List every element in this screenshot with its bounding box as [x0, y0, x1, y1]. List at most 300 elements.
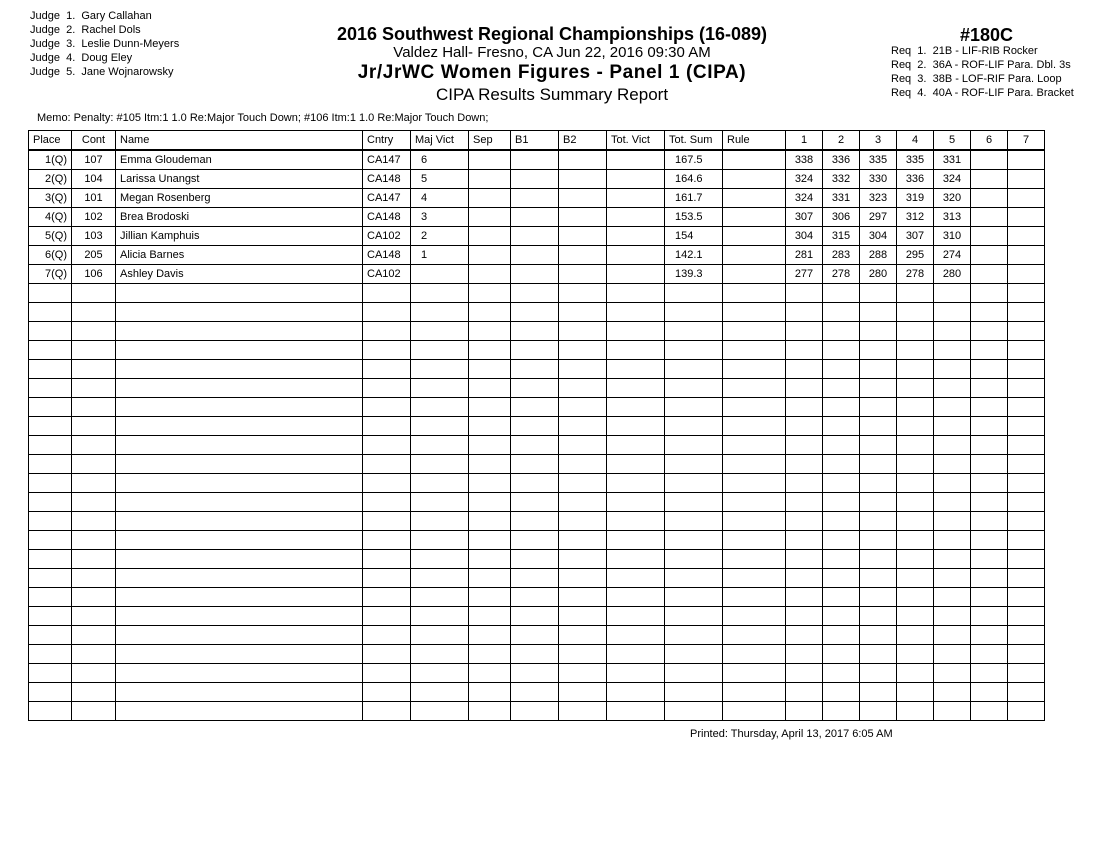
cell-judge-5: 274 — [934, 246, 971, 265]
empty-cell — [72, 379, 116, 398]
empty-cell — [72, 493, 116, 512]
cell-name: Jillian Kamphuis — [116, 227, 363, 246]
cell-place: 6(Q) — [29, 246, 72, 265]
empty-cell — [823, 569, 860, 588]
col-b1: B1 — [511, 131, 559, 151]
empty-cell — [971, 664, 1008, 683]
memo: Memo: Penalty: #105 Itm:1 1.0 Re:Major Touch Down; #106 Itm:1 1.0 Re:Major Touch Down; — [37, 112, 489, 124]
empty-cell — [897, 645, 934, 664]
empty-cell — [469, 664, 511, 683]
cell-judge-4: 278 — [897, 265, 934, 284]
empty-cell — [723, 664, 786, 683]
empty-cell — [786, 531, 823, 550]
judge-3: Judge 3. Leslie Dunn-Meyers — [30, 38, 180, 50]
empty-cell — [934, 436, 971, 455]
judge-1: Judge 1. Gary Callahan — [30, 10, 152, 22]
empty-cell — [786, 550, 823, 569]
empty-cell — [860, 398, 897, 417]
empty-cell — [411, 683, 469, 702]
cell-cont: 104 — [72, 170, 116, 189]
empty-cell — [469, 455, 511, 474]
empty-table-row — [29, 664, 1045, 683]
empty-cell — [823, 550, 860, 569]
cell-judge-5: 313 — [934, 208, 971, 227]
empty-cell — [411, 512, 469, 531]
empty-cell — [363, 664, 411, 683]
empty-cell — [116, 398, 363, 417]
cell-rule — [723, 208, 786, 227]
cell-name: Brea Brodoski — [116, 208, 363, 227]
cell-judge-2: 283 — [823, 246, 860, 265]
cell-name: Ashley Davis — [116, 265, 363, 284]
empty-cell — [116, 322, 363, 341]
empty-cell — [823, 436, 860, 455]
empty-cell — [363, 322, 411, 341]
empty-cell — [823, 474, 860, 493]
empty-cell — [469, 607, 511, 626]
cell-tot-sum: 164.6 — [665, 170, 723, 189]
empty-cell — [934, 550, 971, 569]
cell-sep — [469, 246, 511, 265]
cell-b2 — [559, 150, 607, 170]
empty-cell — [934, 588, 971, 607]
empty-cell — [72, 550, 116, 569]
empty-cell — [607, 398, 665, 417]
empty-cell — [411, 569, 469, 588]
empty-cell — [559, 455, 607, 474]
empty-table-row — [29, 531, 1045, 550]
empty-cell — [72, 588, 116, 607]
cell-cntry: CA102 — [363, 265, 411, 284]
title-block — [300, 24, 804, 105]
empty-cell — [971, 645, 1008, 664]
col-cont: Cont — [72, 131, 116, 151]
empty-cell — [469, 569, 511, 588]
empty-cell — [665, 512, 723, 531]
empty-cell — [29, 303, 72, 322]
empty-cell — [511, 322, 559, 341]
empty-cell — [411, 626, 469, 645]
empty-cell — [786, 360, 823, 379]
empty-cell — [469, 531, 511, 550]
empty-cell — [860, 379, 897, 398]
empty-cell — [665, 284, 723, 303]
results-body — [29, 150, 1045, 721]
cell-b2 — [559, 170, 607, 189]
empty-cell — [1008, 398, 1045, 417]
empty-cell — [786, 493, 823, 512]
cell-b2 — [559, 265, 607, 284]
empty-table-row — [29, 455, 1045, 474]
printed-timestamp: Printed: Thursday, April 13, 2017 6:05 AM — [690, 728, 893, 740]
empty-cell — [559, 341, 607, 360]
cell-cntry: CA148 — [363, 246, 411, 265]
empty-cell — [934, 569, 971, 588]
venue-date: Valdez Hall- Fresno, CA Jun 22, 2016 09:30 AM — [393, 44, 711, 61]
table-row — [29, 150, 1045, 170]
results-table — [28, 130, 1045, 721]
empty-cell — [411, 455, 469, 474]
empty-cell — [860, 493, 897, 512]
cell-judge-5: 331 — [934, 150, 971, 170]
empty-cell — [971, 455, 1008, 474]
cell-judge-3: 280 — [860, 265, 897, 284]
empty-cell — [934, 322, 971, 341]
empty-cell — [72, 683, 116, 702]
col-place: Place — [29, 131, 72, 151]
empty-cell — [786, 436, 823, 455]
empty-cell — [72, 512, 116, 531]
cell-sep — [469, 227, 511, 246]
cell-judge-7 — [1008, 227, 1045, 246]
empty-cell — [860, 512, 897, 531]
empty-table-row — [29, 398, 1045, 417]
empty-cell — [29, 398, 72, 417]
empty-cell — [511, 360, 559, 379]
cell-b2 — [559, 189, 607, 208]
empty-cell — [411, 398, 469, 417]
empty-cell — [971, 398, 1008, 417]
empty-table-row — [29, 436, 1045, 455]
cell-rule — [723, 246, 786, 265]
empty-cell — [363, 569, 411, 588]
empty-cell — [363, 588, 411, 607]
empty-cell — [607, 531, 665, 550]
empty-cell — [860, 588, 897, 607]
empty-cell — [934, 341, 971, 360]
cell-judge-5: 310 — [934, 227, 971, 246]
cell-rule — [723, 170, 786, 189]
cell-judge-1: 281 — [786, 246, 823, 265]
empty-cell — [29, 512, 72, 531]
judge-2: Judge 2. Rachel Dols — [30, 24, 141, 36]
col-judge-3: 3 — [860, 131, 897, 151]
empty-cell — [559, 436, 607, 455]
empty-cell — [786, 664, 823, 683]
empty-cell — [860, 645, 897, 664]
empty-cell — [607, 284, 665, 303]
empty-cell — [607, 493, 665, 512]
empty-cell — [559, 322, 607, 341]
empty-cell — [411, 531, 469, 550]
empty-cell — [823, 683, 860, 702]
empty-cell — [511, 512, 559, 531]
empty-cell — [723, 398, 786, 417]
empty-cell — [511, 474, 559, 493]
empty-cell — [723, 341, 786, 360]
empty-cell — [411, 341, 469, 360]
empty-cell — [786, 322, 823, 341]
empty-cell — [29, 550, 72, 569]
empty-cell — [897, 284, 934, 303]
empty-cell — [665, 303, 723, 322]
empty-table-row — [29, 512, 1045, 531]
empty-cell — [29, 664, 72, 683]
empty-cell — [559, 303, 607, 322]
empty-cell — [665, 455, 723, 474]
empty-cell — [723, 493, 786, 512]
cell-tot-sum: 142.1 — [665, 246, 723, 265]
empty-cell — [1008, 664, 1045, 683]
empty-cell — [363, 284, 411, 303]
empty-cell — [72, 569, 116, 588]
empty-cell — [469, 322, 511, 341]
empty-cell — [559, 683, 607, 702]
empty-cell — [116, 474, 363, 493]
empty-cell — [723, 550, 786, 569]
cell-judge-4: 335 — [897, 150, 934, 170]
empty-cell — [29, 284, 72, 303]
empty-cell — [665, 341, 723, 360]
cell-rule — [723, 265, 786, 284]
empty-cell — [934, 702, 971, 721]
empty-cell — [934, 683, 971, 702]
empty-cell — [511, 436, 559, 455]
cell-tot-vict — [607, 227, 665, 246]
empty-cell — [786, 683, 823, 702]
cell-tot-vict — [607, 208, 665, 227]
empty-cell — [116, 512, 363, 531]
empty-cell — [860, 360, 897, 379]
empty-cell — [786, 284, 823, 303]
empty-cell — [559, 398, 607, 417]
empty-cell — [971, 588, 1008, 607]
empty-cell — [607, 626, 665, 645]
empty-cell — [971, 303, 1008, 322]
cell-b1 — [511, 208, 559, 227]
empty-cell — [823, 702, 860, 721]
cell-judge-5: 324 — [934, 170, 971, 189]
cell-judge-4: 312 — [897, 208, 934, 227]
empty-cell — [860, 284, 897, 303]
empty-cell — [72, 474, 116, 493]
col-sep: Sep — [469, 131, 511, 151]
empty-cell — [723, 455, 786, 474]
empty-cell — [665, 683, 723, 702]
empty-cell — [511, 550, 559, 569]
empty-cell — [559, 417, 607, 436]
empty-cell — [607, 588, 665, 607]
empty-cell — [971, 379, 1008, 398]
cell-judge-2: 332 — [823, 170, 860, 189]
empty-table-row — [29, 683, 1045, 702]
empty-cell — [786, 569, 823, 588]
empty-cell — [934, 379, 971, 398]
cell-judge-1: 304 — [786, 227, 823, 246]
cell-judge-4: 319 — [897, 189, 934, 208]
cell-judge-3: 297 — [860, 208, 897, 227]
cell-judge-5: 320 — [934, 189, 971, 208]
empty-cell — [971, 493, 1008, 512]
cell-b1 — [511, 150, 559, 170]
empty-cell — [116, 493, 363, 512]
cell-cntry: CA148 — [363, 170, 411, 189]
empty-cell — [411, 645, 469, 664]
empty-cell — [971, 512, 1008, 531]
empty-cell — [116, 531, 363, 550]
empty-cell — [897, 455, 934, 474]
cell-cntry: CA102 — [363, 227, 411, 246]
empty-cell — [786, 702, 823, 721]
cell-tot-sum: 161.7 — [665, 189, 723, 208]
empty-cell — [897, 683, 934, 702]
empty-cell — [823, 360, 860, 379]
empty-cell — [823, 607, 860, 626]
cell-judge-4: 307 — [897, 227, 934, 246]
empty-cell — [411, 284, 469, 303]
col-maj-vict: Maj Vict — [411, 131, 469, 151]
empty-cell — [1008, 360, 1045, 379]
empty-cell — [1008, 569, 1045, 588]
empty-cell — [860, 664, 897, 683]
cell-judge-4: 295 — [897, 246, 934, 265]
empty-cell — [860, 322, 897, 341]
cell-judge-6 — [971, 170, 1008, 189]
empty-cell — [72, 341, 116, 360]
empty-cell — [607, 436, 665, 455]
empty-cell — [363, 702, 411, 721]
empty-cell — [723, 379, 786, 398]
empty-cell — [1008, 436, 1045, 455]
cell-sep — [469, 208, 511, 227]
empty-cell — [559, 626, 607, 645]
empty-cell — [116, 645, 363, 664]
empty-cell — [860, 531, 897, 550]
empty-cell — [29, 417, 72, 436]
empty-cell — [607, 360, 665, 379]
empty-cell — [363, 455, 411, 474]
empty-cell — [511, 455, 559, 474]
empty-cell — [786, 303, 823, 322]
cell-tot-vict — [607, 265, 665, 284]
empty-cell — [363, 550, 411, 569]
empty-cell — [607, 512, 665, 531]
empty-cell — [511, 664, 559, 683]
col-judge-7: 7 — [1008, 131, 1045, 151]
judge-5: Judge 5. Jane Wojnarowsky — [30, 66, 174, 78]
cell-cont: 205 — [72, 246, 116, 265]
empty-cell — [29, 455, 72, 474]
empty-cell — [72, 303, 116, 322]
empty-cell — [823, 379, 860, 398]
empty-cell — [116, 455, 363, 474]
empty-cell — [1008, 607, 1045, 626]
empty-cell — [971, 550, 1008, 569]
empty-cell — [786, 341, 823, 360]
empty-cell — [860, 341, 897, 360]
empty-cell — [786, 588, 823, 607]
cell-name: Alicia Barnes — [116, 246, 363, 265]
cell-b1 — [511, 170, 559, 189]
empty-cell — [823, 303, 860, 322]
event-number: #180C — [960, 25, 1014, 45]
empty-cell — [29, 379, 72, 398]
empty-cell — [363, 493, 411, 512]
empty-cell — [469, 436, 511, 455]
empty-cell — [665, 398, 723, 417]
empty-cell — [607, 550, 665, 569]
empty-cell — [469, 474, 511, 493]
cell-place: 2(Q) — [29, 170, 72, 189]
col-judge-2: 2 — [823, 131, 860, 151]
empty-cell — [559, 702, 607, 721]
cell-b1 — [511, 265, 559, 284]
empty-cell — [559, 493, 607, 512]
empty-table-row — [29, 702, 1045, 721]
empty-table-row — [29, 322, 1045, 341]
empty-cell — [363, 360, 411, 379]
empty-cell — [363, 512, 411, 531]
col-tot-vict: Tot. Vict — [607, 131, 665, 151]
empty-cell — [723, 284, 786, 303]
empty-cell — [665, 360, 723, 379]
col-name: Name — [116, 131, 363, 151]
empty-cell — [860, 626, 897, 645]
empty-cell — [116, 664, 363, 683]
cell-name: Megan Rosenberg — [116, 189, 363, 208]
empty-cell — [665, 417, 723, 436]
empty-cell — [116, 436, 363, 455]
empty-cell — [469, 683, 511, 702]
empty-cell — [786, 607, 823, 626]
empty-cell — [116, 341, 363, 360]
empty-cell — [665, 474, 723, 493]
empty-cell — [511, 626, 559, 645]
empty-cell — [511, 379, 559, 398]
cell-name: Larissa Unangst — [116, 170, 363, 189]
table-row — [29, 246, 1045, 265]
empty-cell — [116, 683, 363, 702]
empty-cell — [971, 322, 1008, 341]
empty-cell — [723, 360, 786, 379]
empty-cell — [607, 664, 665, 683]
empty-cell — [469, 588, 511, 607]
empty-cell — [469, 626, 511, 645]
empty-cell — [29, 531, 72, 550]
empty-cell — [665, 645, 723, 664]
empty-cell — [897, 360, 934, 379]
empty-cell — [897, 702, 934, 721]
empty-cell — [607, 569, 665, 588]
empty-cell — [411, 379, 469, 398]
empty-table-row — [29, 417, 1045, 436]
empty-cell — [1008, 379, 1045, 398]
empty-cell — [469, 493, 511, 512]
empty-cell — [559, 531, 607, 550]
cell-tot-sum: 154 — [665, 227, 723, 246]
empty-cell — [363, 607, 411, 626]
table-header-row — [29, 131, 1045, 151]
empty-table-row — [29, 341, 1045, 360]
empty-cell — [1008, 512, 1045, 531]
empty-table-row — [29, 379, 1045, 398]
cell-b2 — [559, 208, 607, 227]
empty-cell — [934, 284, 971, 303]
cell-judge-1: 338 — [786, 150, 823, 170]
empty-cell — [72, 417, 116, 436]
cell-judge-7 — [1008, 170, 1045, 189]
empty-cell — [469, 360, 511, 379]
empty-cell — [72, 607, 116, 626]
empty-cell — [897, 607, 934, 626]
cell-rule — [723, 227, 786, 246]
empty-cell — [607, 417, 665, 436]
empty-cell — [1008, 702, 1045, 721]
empty-cell — [934, 303, 971, 322]
empty-cell — [897, 474, 934, 493]
empty-cell — [469, 512, 511, 531]
cell-judge-3: 323 — [860, 189, 897, 208]
